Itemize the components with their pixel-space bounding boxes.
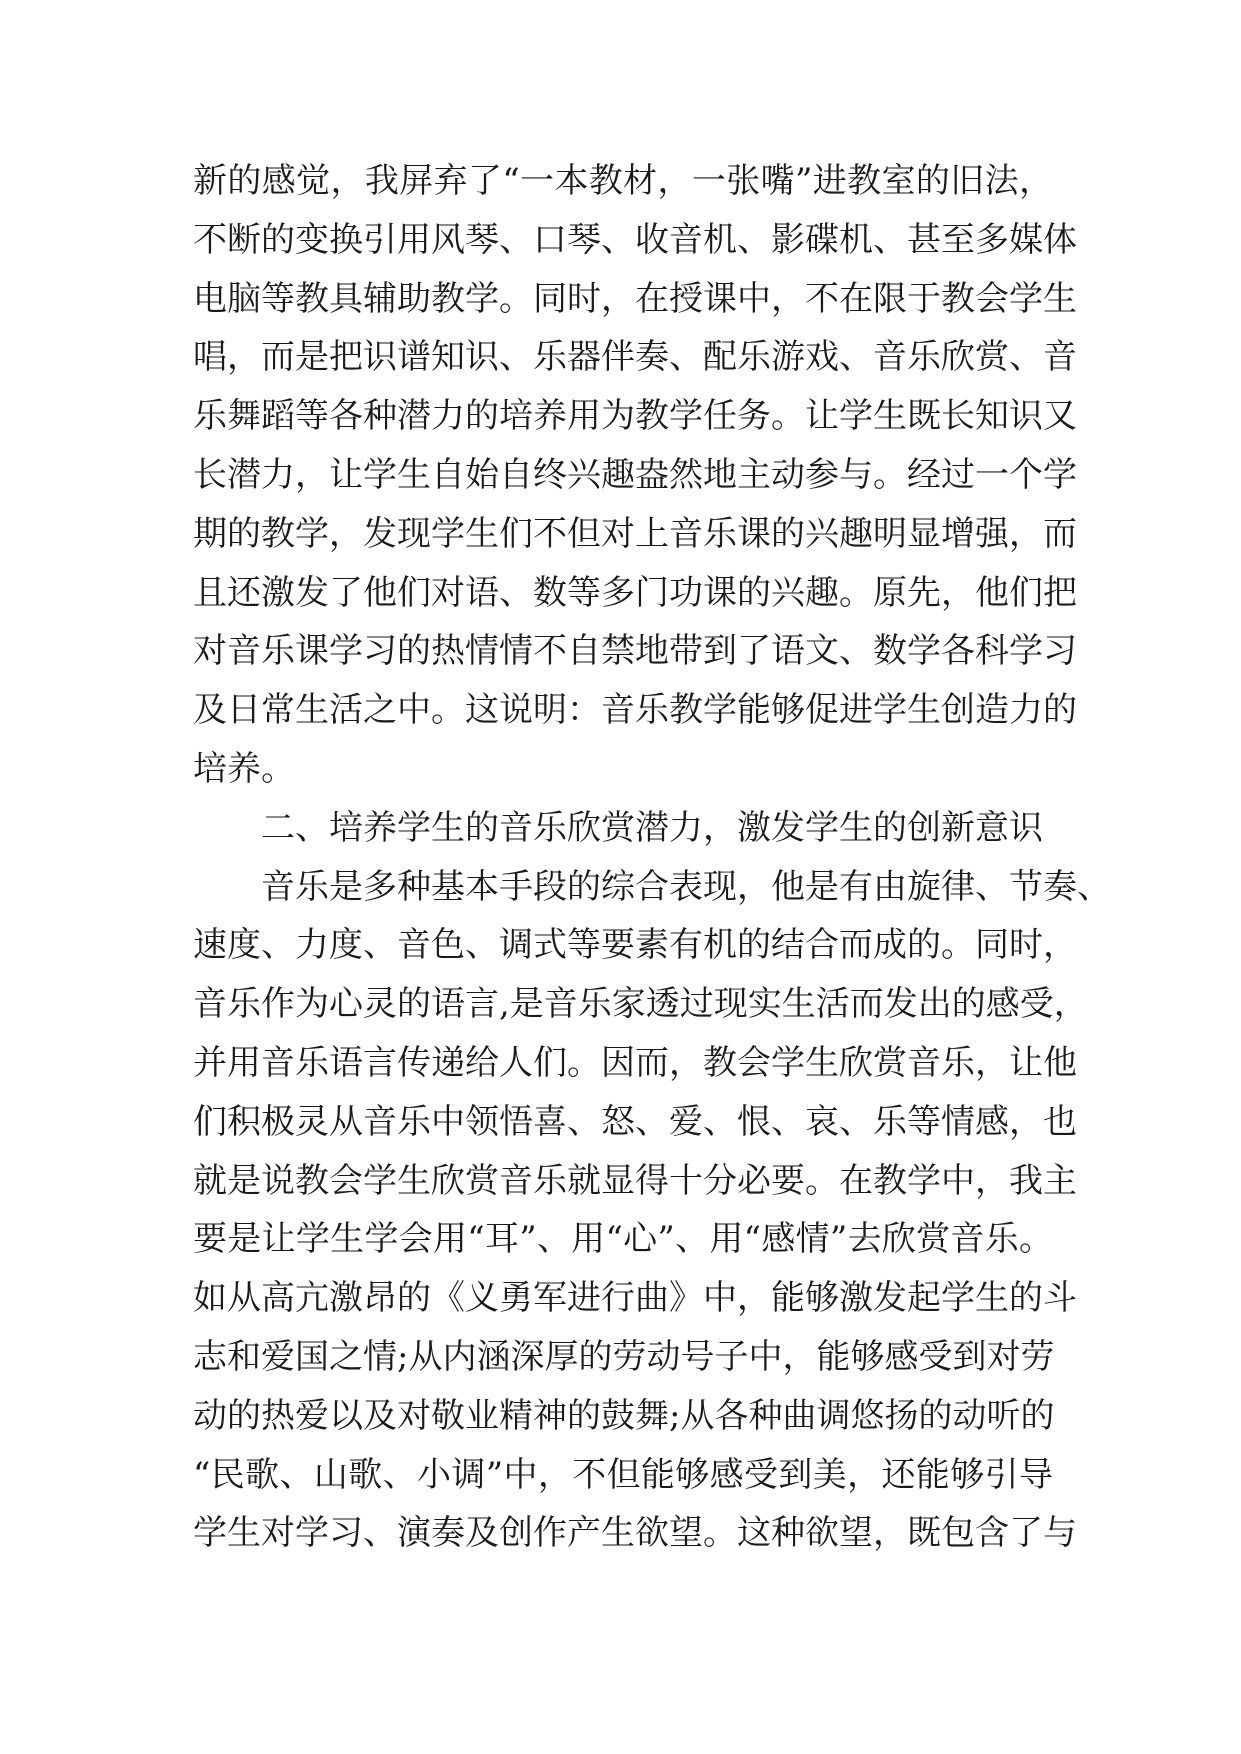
text-line: 就是说教会学生欣赏音乐就显得十分必要。在教学中，我主 (193, 1160, 1077, 1201)
section-heading: 二、培养学生的音乐欣赏潜力，激发学生的创新意识 (261, 807, 1043, 848)
text-line: 不断的变换引用风琴、口琴、收音机、影碟机、甚至多媒体 (193, 219, 1077, 260)
text-line: 对音乐课学习的热情情不自禁地带到了语文、数学各科学习 (193, 631, 1077, 672)
text-line: 新的感觉，我屏弃了“一本教材，一张嘴”进教室的旧法， (193, 161, 1053, 201)
text-line: “民歌、山歌、小调”中，不但能够感受到美，还能够引导 (193, 1454, 1053, 1495)
text-line: 期的教学，发现学生们不但对上音乐课的兴趣明显增强，而 (193, 513, 1077, 554)
text-line: 速度、力度、音色、调式等要素有机的结合而成的。同时， (193, 925, 1077, 966)
paragraph-end-line: 培养。 (193, 748, 295, 789)
text-line: 电脑等教具辅助教学。同时，在授课中，不在限于教会学生 (193, 278, 1077, 319)
text-line: 长潜力，让学生自始自终兴趣盎然地主动参与。经过一个学 (193, 454, 1077, 495)
text-line: 们积极灵从音乐中领悟喜、怒、爱、恨、哀、乐等情感，也 (193, 1101, 1077, 1142)
text-line: 唱，而是把识谱知识、乐器伴奏、配乐游戏、音乐欣赏、音 (193, 337, 1077, 378)
text-line: 乐舞蹈等各种潜力的培养用为教学任务。让学生既长知识又 (193, 396, 1077, 437)
text-line: 音乐作为心灵的语言,是音乐家透过现实生活而发出的感受， (193, 984, 1088, 1025)
paragraph-first-line: 音乐是多种基本手段的综合表现，他是有由旋律、节奏、 (261, 866, 1111, 907)
text-line: 学生对学习、演奏及创作产生欲望。这种欲望，既包含了与 (193, 1513, 1077, 1554)
text-line: 如从高亢激昂的《义勇军进行曲》中，能够激发起学生的斗 (193, 1278, 1077, 1319)
text-line: 并用音乐语言传递给人们。因而，教会学生欣赏音乐，让他 (193, 1042, 1077, 1083)
text-line: 及日常生活之中。这说明：音乐教学能够促进学生创造力的 (193, 690, 1077, 731)
body-text (193, 152, 1111, 1563)
text-line: 要是让学生学会用“耳”、用“心”、用“感情”去欣赏音乐。 (193, 1219, 1053, 1260)
text-line: 且还激发了他们对语、数等多门功课的兴趣。原先，他们把 (193, 572, 1077, 613)
text-line: 动的热爱以及对敬业精神的鼓舞;从各种曲调悠扬的动听的 (193, 1395, 1055, 1436)
text-line: 志和爱国之情;从内涵深厚的劳动号子中，能够感受到对劳 (193, 1336, 1055, 1377)
